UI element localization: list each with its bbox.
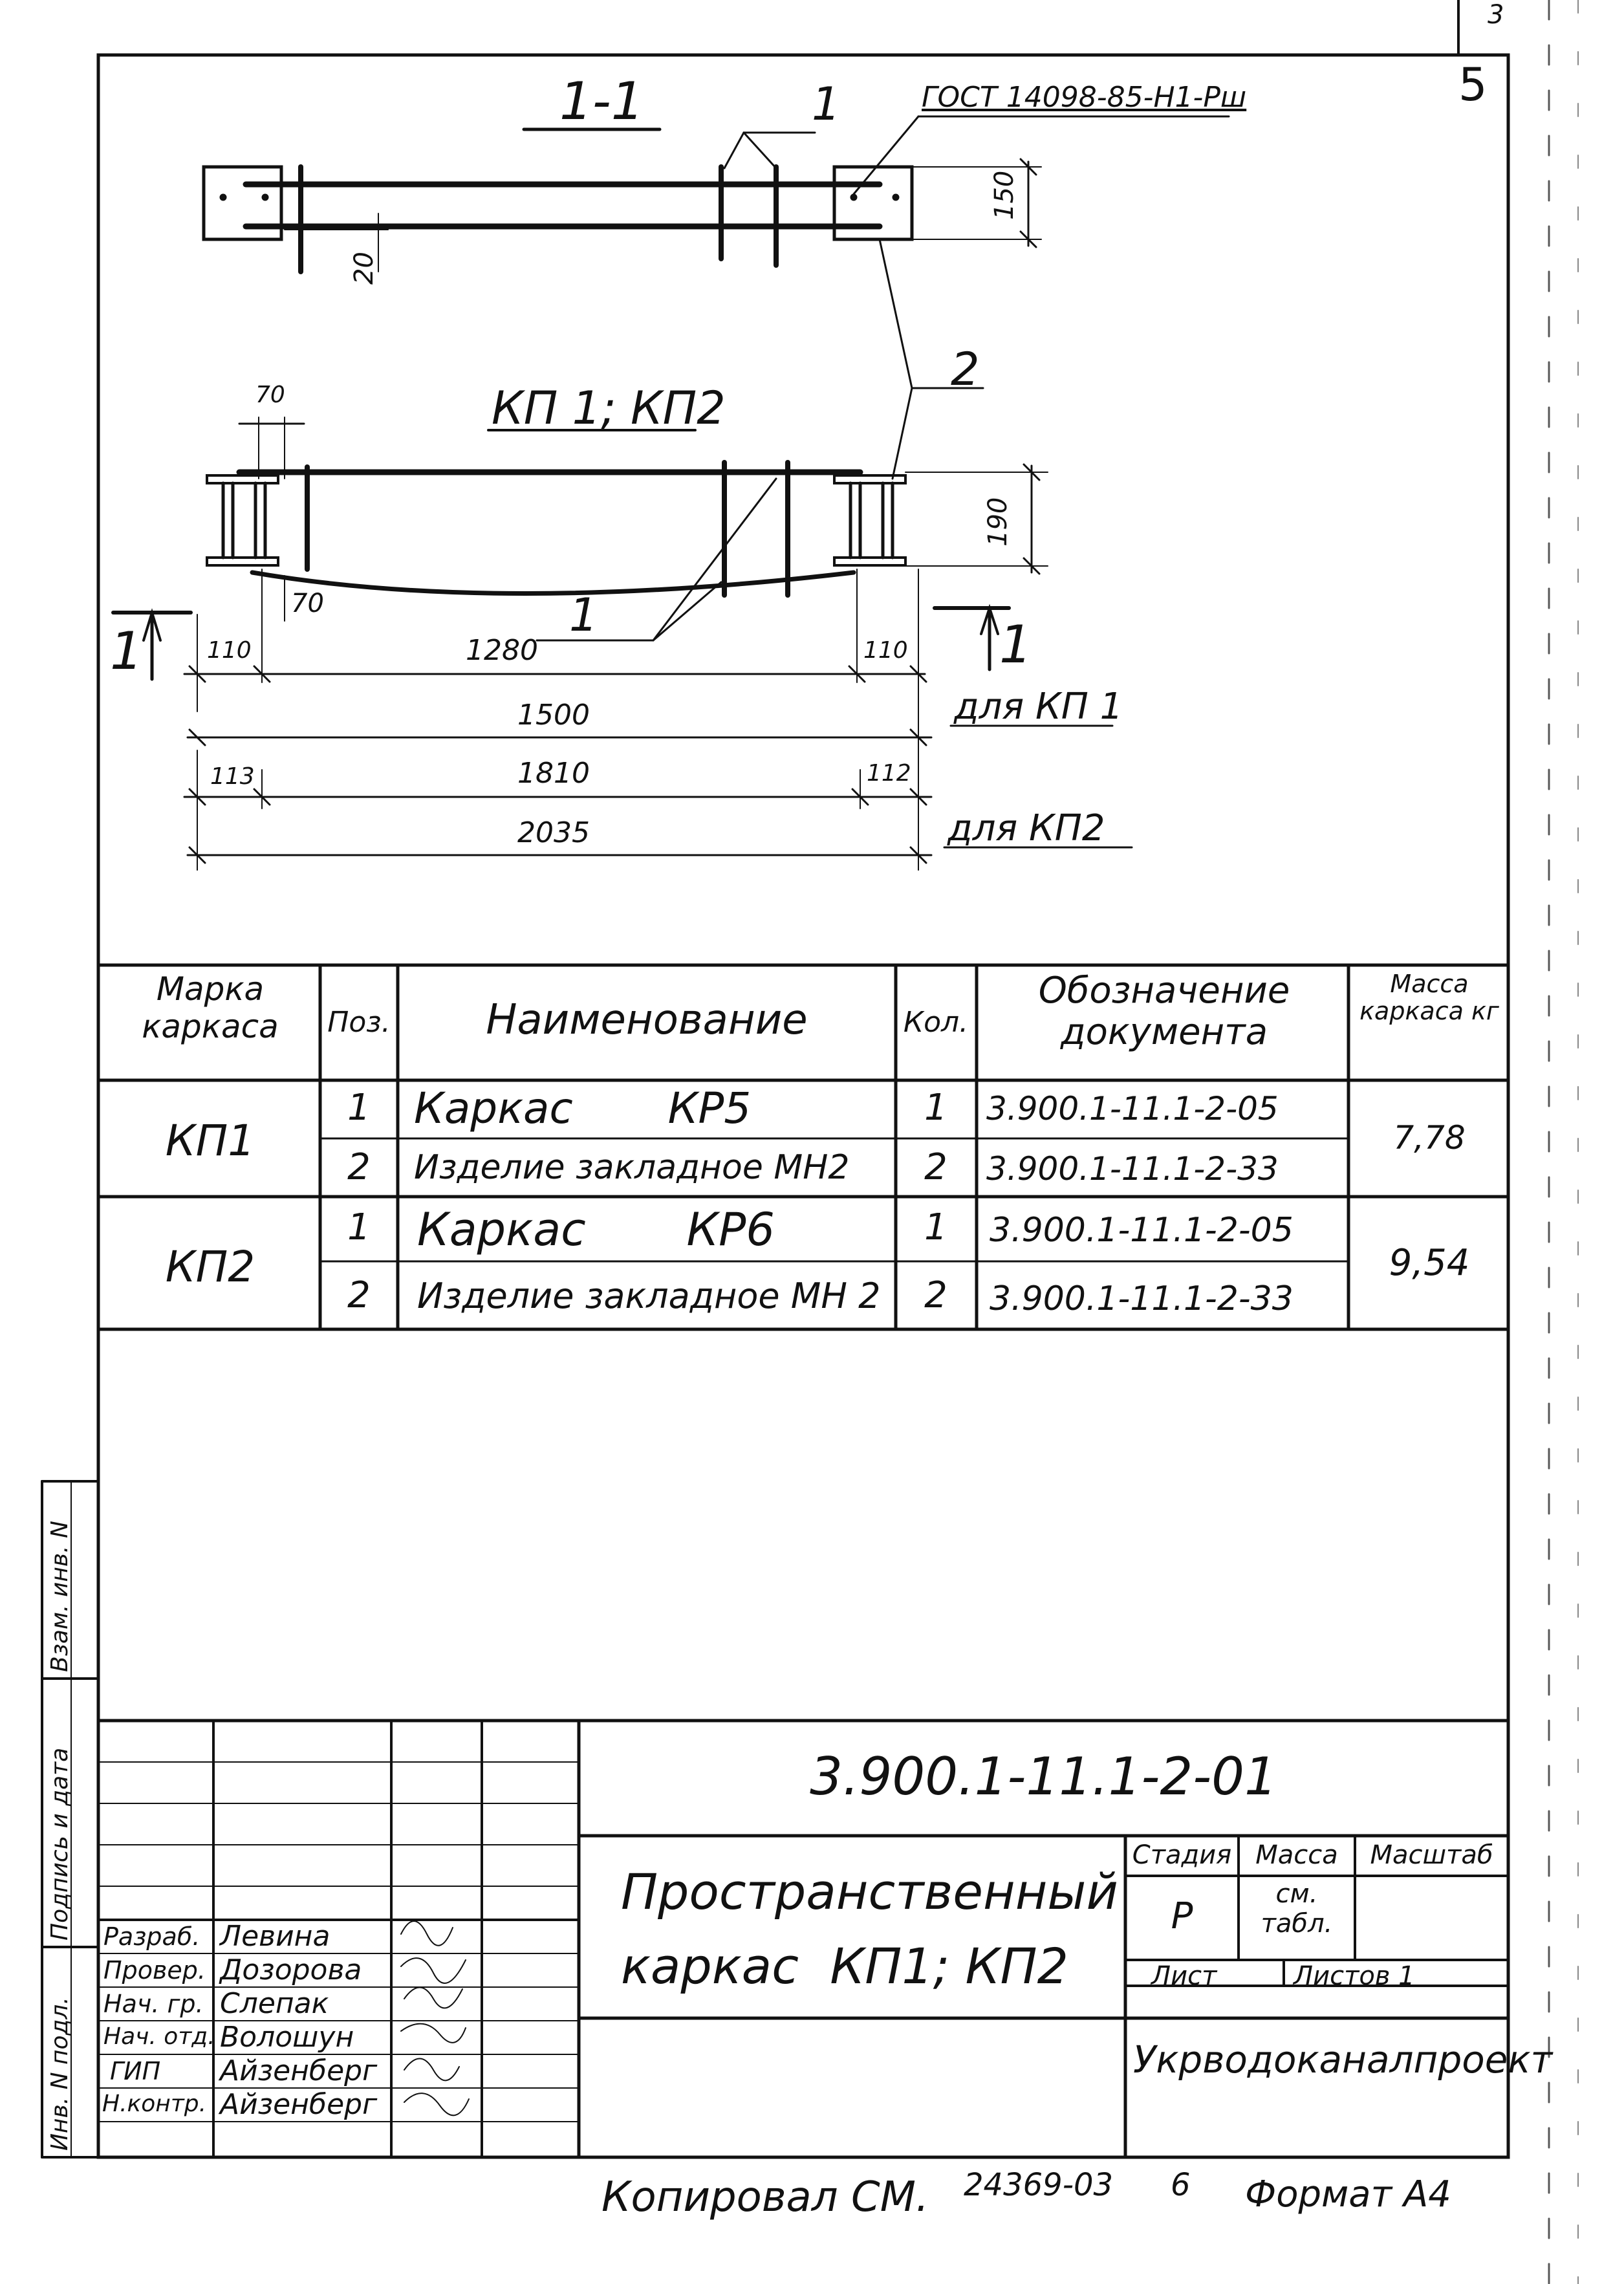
dim-1810: 1810	[517, 757, 590, 790]
role-label: Провер.	[103, 1956, 206, 1985]
row-pos: 1	[347, 1206, 371, 1248]
role-name: Айзенберг	[220, 2088, 378, 2121]
elevation-callout-2: 2	[951, 343, 980, 396]
mass-value: см. табл.	[1261, 1879, 1333, 1939]
scale-label: Масштаб	[1370, 1840, 1493, 1870]
dim-20: 20	[349, 252, 379, 285]
side-inv-podl: Инв. N подл.	[47, 1997, 73, 2151]
section-callout-1: 1	[812, 78, 841, 131]
mass-label: Масса	[1255, 1840, 1338, 1870]
role-label: Разраб.	[103, 1922, 200, 1951]
role-name: Волошун	[220, 2021, 354, 2054]
row-qty: 2	[924, 1146, 947, 1188]
group-mark: КП2	[165, 1242, 255, 1292]
row-qty: 1	[924, 1206, 947, 1248]
row-qty: 2	[924, 1274, 947, 1316]
footer-number: 24369-03	[964, 2167, 1114, 2203]
section-mark-left: 1	[110, 621, 143, 681]
gost-reference: ГОСТ 14098-85-Н1-Рш	[922, 81, 1247, 114]
dim-110-left: 110	[207, 637, 252, 664]
elevation-label: КП 1; КП2	[492, 382, 726, 435]
dim-113: 113	[210, 763, 255, 790]
row-pos: 2	[347, 1274, 371, 1316]
role-name: Левина	[220, 1920, 330, 1953]
role-label: Нач. гр.	[103, 1990, 204, 2018]
title-line-1: Пространственный	[621, 1863, 1118, 1920]
side-podpis: Подпись и дата	[47, 1747, 73, 1941]
corner-number: 3	[1488, 0, 1504, 30]
header-qty: Кол.	[903, 1006, 969, 1039]
role-label: Н.контр.	[102, 2091, 207, 2117]
row-doc: 3.900.1-11.1-2-05	[990, 1211, 1294, 1250]
dim-112: 112	[867, 760, 911, 787]
section-label: 1-1	[559, 71, 644, 131]
section-mark-right: 1	[999, 615, 1032, 675]
dim-70-bottom: 70	[291, 589, 324, 618]
row-pos: 2	[347, 1146, 371, 1188]
role-name: Слепак	[220, 1987, 329, 2020]
dim-190: 190	[983, 497, 1013, 547]
title-line-2: каркас КП1; КП2	[621, 1937, 1068, 1995]
footer-format: Формат А4	[1245, 2173, 1451, 2215]
header-pos: Поз.	[327, 1006, 391, 1039]
footer-kopiroval: Копировал СМ.	[601, 2173, 929, 2221]
row-qty: 1	[924, 1087, 947, 1129]
stage-label: Стадия	[1132, 1840, 1232, 1870]
header-doc: Обозначение документа	[1038, 970, 1290, 1053]
group-mark: КП1	[165, 1116, 255, 1166]
stage-value: Р	[1171, 1895, 1193, 1937]
sheet-corner-number: 5	[1458, 58, 1488, 111]
dim-1280: 1280	[466, 634, 538, 667]
row-name: Каркас КР6	[417, 1203, 775, 1256]
role-name: Дозорова	[220, 1953, 362, 1986]
row-doc: 3.900.1-11.1-2-33	[986, 1150, 1279, 1188]
organization: Укрводоканалпроект	[1133, 2038, 1553, 2082]
header-name: Наименование	[486, 996, 808, 1044]
group-mass: 9,54	[1389, 1242, 1470, 1284]
header-mark: Марка каркаса	[142, 970, 279, 1045]
header-mass: Масса каркаса кг	[1359, 970, 1499, 1025]
sheet-label: Лист	[1151, 1961, 1217, 1991]
dim-70-top: 70	[255, 382, 285, 408]
row-name: Изделие закладное МН2	[414, 1148, 850, 1187]
row-name: Изделие закладное МН 2	[417, 1276, 881, 1316]
row-doc: 3.900.1-11.1-2-33	[990, 1279, 1294, 1318]
note-kp2: для КП2	[947, 807, 1105, 849]
dim-150: 150	[990, 170, 1019, 220]
dim-110-right: 110	[863, 637, 908, 664]
dim-1500: 1500	[517, 699, 590, 732]
elevation-callout-1: 1	[569, 589, 598, 642]
role-label: Нач. отд.	[103, 2023, 215, 2050]
note-kp1: для КП 1	[954, 686, 1123, 728]
row-doc: 3.900.1-11.1-2-05	[986, 1090, 1279, 1127]
footer-page: 6	[1171, 2167, 1191, 2203]
group-mass: 7,78	[1393, 1119, 1466, 1157]
role-name: Айзенберг	[220, 2054, 378, 2087]
row-name: Каркас КР5	[414, 1083, 752, 1133]
row-pos: 1	[347, 1087, 371, 1129]
sheets-label: Листов 1	[1294, 1961, 1415, 1991]
role-label: ГИП	[110, 2057, 161, 2085]
side-vzam: Взам. инв. N	[47, 1521, 73, 1672]
dim-2035: 2035	[517, 816, 590, 849]
doc-code: 3.900.1-11.1-2-01	[810, 1746, 1277, 1807]
